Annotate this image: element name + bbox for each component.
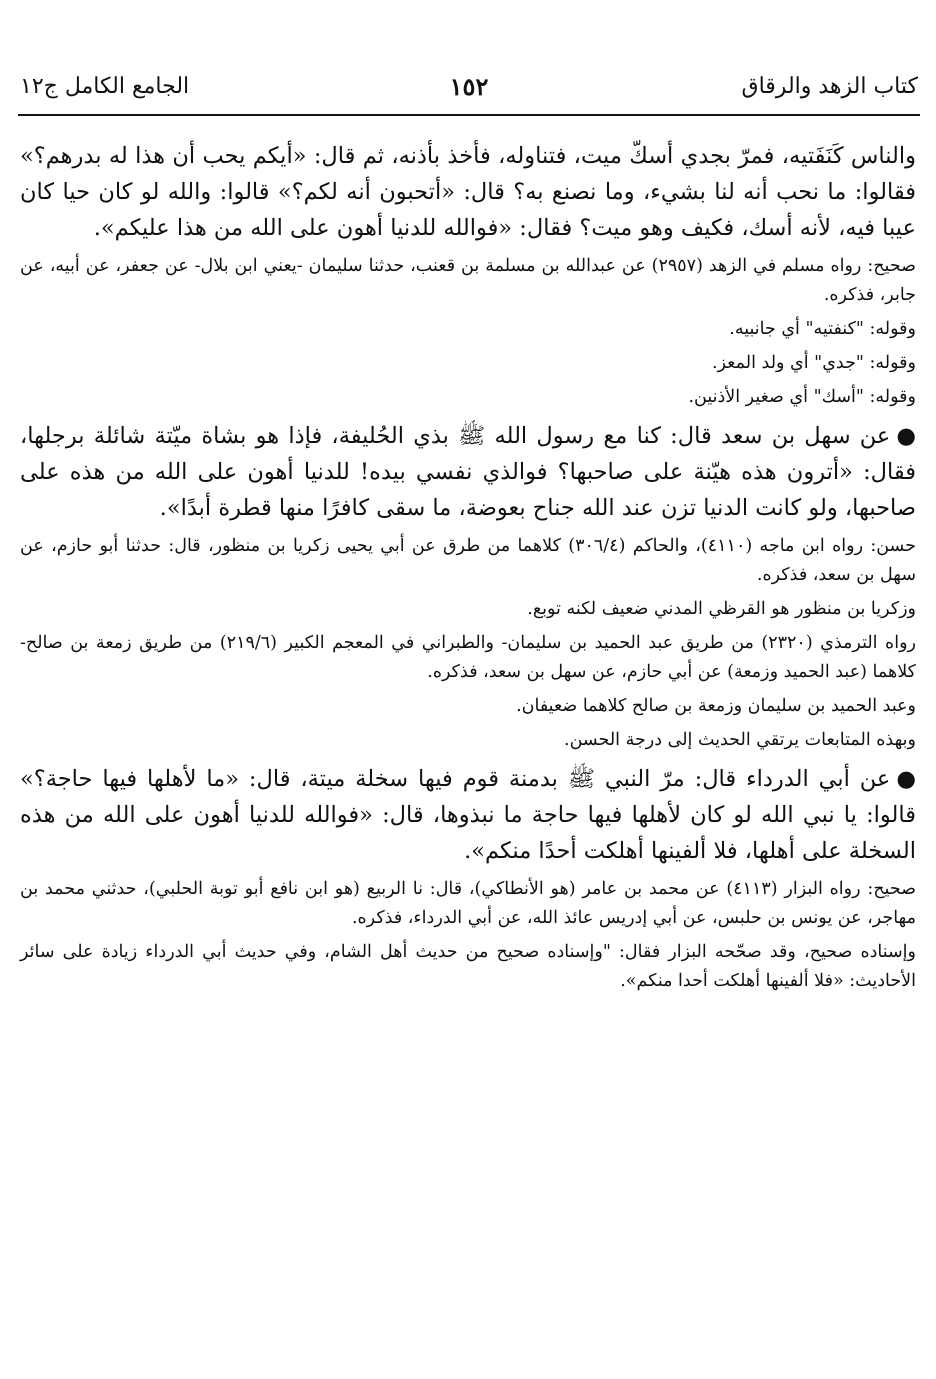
gloss-note: وقوله: "أسك" أي صغير الأذنين. (688, 387, 916, 407)
series-title: الجامع الكامل ج١٢ (20, 74, 190, 99)
gloss-note: وقوله: "جدي" أي ولد المعز. (711, 353, 916, 373)
page-header (20, 72, 918, 108)
hadith-text (20, 418, 916, 526)
page-number: ١٥٢ (449, 72, 489, 101)
hadith-body: عن سهل بن سعد قال: كنا مع رسول الله ﷺ بذي الحُليفة، فإذا هو بشاة ميّتة شائلة برجلها، فقال: «أترون هذه هيّنة على صاحبها؟ فوالذي نفسي بيده! للدنيا أهون على الله من هذه على صاحبها، ولو كانت الدنيا تزن عند الله جناح بعوضة، ما سقى كافرًا منها قطرة أبدًا». (20, 423, 916, 521)
book-title: كتاب الزهد والرقاق (741, 74, 918, 99)
takhrij-note: رواه الترمذي (٢٣٢٠) من طريق عبد الحميد بن سليمان- والطبراني في المعجم الكبير (٢١٩/٦) من طريق زمعة بن صالح- كلاهما (عبد الحميد وزمعة) عن أبي حازم، عن سهل بن سعد، فذكره. (20, 633, 916, 682)
grading-note: وبهذه المتابعات يرتقي الحديث إلى درجة الحسن. (564, 730, 916, 750)
takhrij-note: صحيح: رواه مسلم في الزهد (٢٩٥٧) عن عبدالله بن مسلمة بن قعنب، حدثنا سليمان -يعني ابن بلال- عن جعفر، عن أبيه، عن جابر، فذكره. (20, 256, 916, 305)
hadith-body: عن أبي الدرداء قال: مرّ النبي ﷺ بدمنة قوم فيها سخلة ميتة، قال: «ما لأهلها فيها حاجة؟» قالوا: يا نبي الله لو كان لأهلها فيها حاجة ما نبذوها، قال: «فوالله للدنيا أهون على الله من هذه السخلة على أهلها، فلا ألفينها أهلكت أحدًا منكم». (20, 766, 916, 864)
takhrij-note: صحيح: رواه البزار (٤١١٣) عن محمد بن عامر (هو الأنطاكي)، قال: نا الربيع (هو ابن نافع أبو توبة الحلبي)، حدثني محمد بن مهاجر، عن يونس بن حلبس، عن أبي إدريس عائذ الله، عن أبي الدرداء، فذكره. (20, 879, 916, 928)
hadith-text-continued: والناس كَنَفَتيه، فمرّ بجدي أسكّ ميت، فتناوله، فأخذ بأذنه، ثم قال: «أيكم يحب أن هذا له بدرهم؟» فقالوا: ما نحب أنه لنا بشيء، وما نصنع به؟ قال: «أتحبون أنه لكم؟» قالوا: والله لو كان حيا كان عيبا فيه، لأنه أسك، فكيف وهو ميت؟ فقال: «فوالله للدنيا أهون على الله من هذا عليكم». (20, 143, 916, 241)
bullet-marker: ● (896, 766, 916, 792)
grading-note: وإسناده صحيح، وقد صحّحه البزار فقال: "وإسناده صحيح من حديث أهل الشام، وفي حديث أبي الدرداء زيادة على سائر الأحاديث: «فلا ألفينها أهلكت أحدا منكم». (20, 942, 916, 991)
takhrij-note: حسن: رواه ابن ماجه (٤١١٠)، والحاكم (٣٠٦/٤) كلاهما من طرق عن أبي يحيى زكريا بن منظور، قال: حدثنا أبو حازم، عن سهل بن سعد، فذكره. (20, 536, 916, 585)
narrator-note: وعبد الحميد بن سليمان وزمعة بن صالح كلاهما ضعيفان. (516, 696, 916, 716)
bullet-marker: ● (896, 423, 916, 449)
narrator-note: وزكريا بن منظور هو القرظي المدني ضعيف لكنه توبع. (527, 599, 916, 619)
gloss-note: وقوله: "كنفتيه" أي جانبيه. (729, 319, 916, 339)
hadith-text (20, 761, 916, 869)
header-divider (18, 114, 920, 116)
page-body (20, 138, 916, 1001)
